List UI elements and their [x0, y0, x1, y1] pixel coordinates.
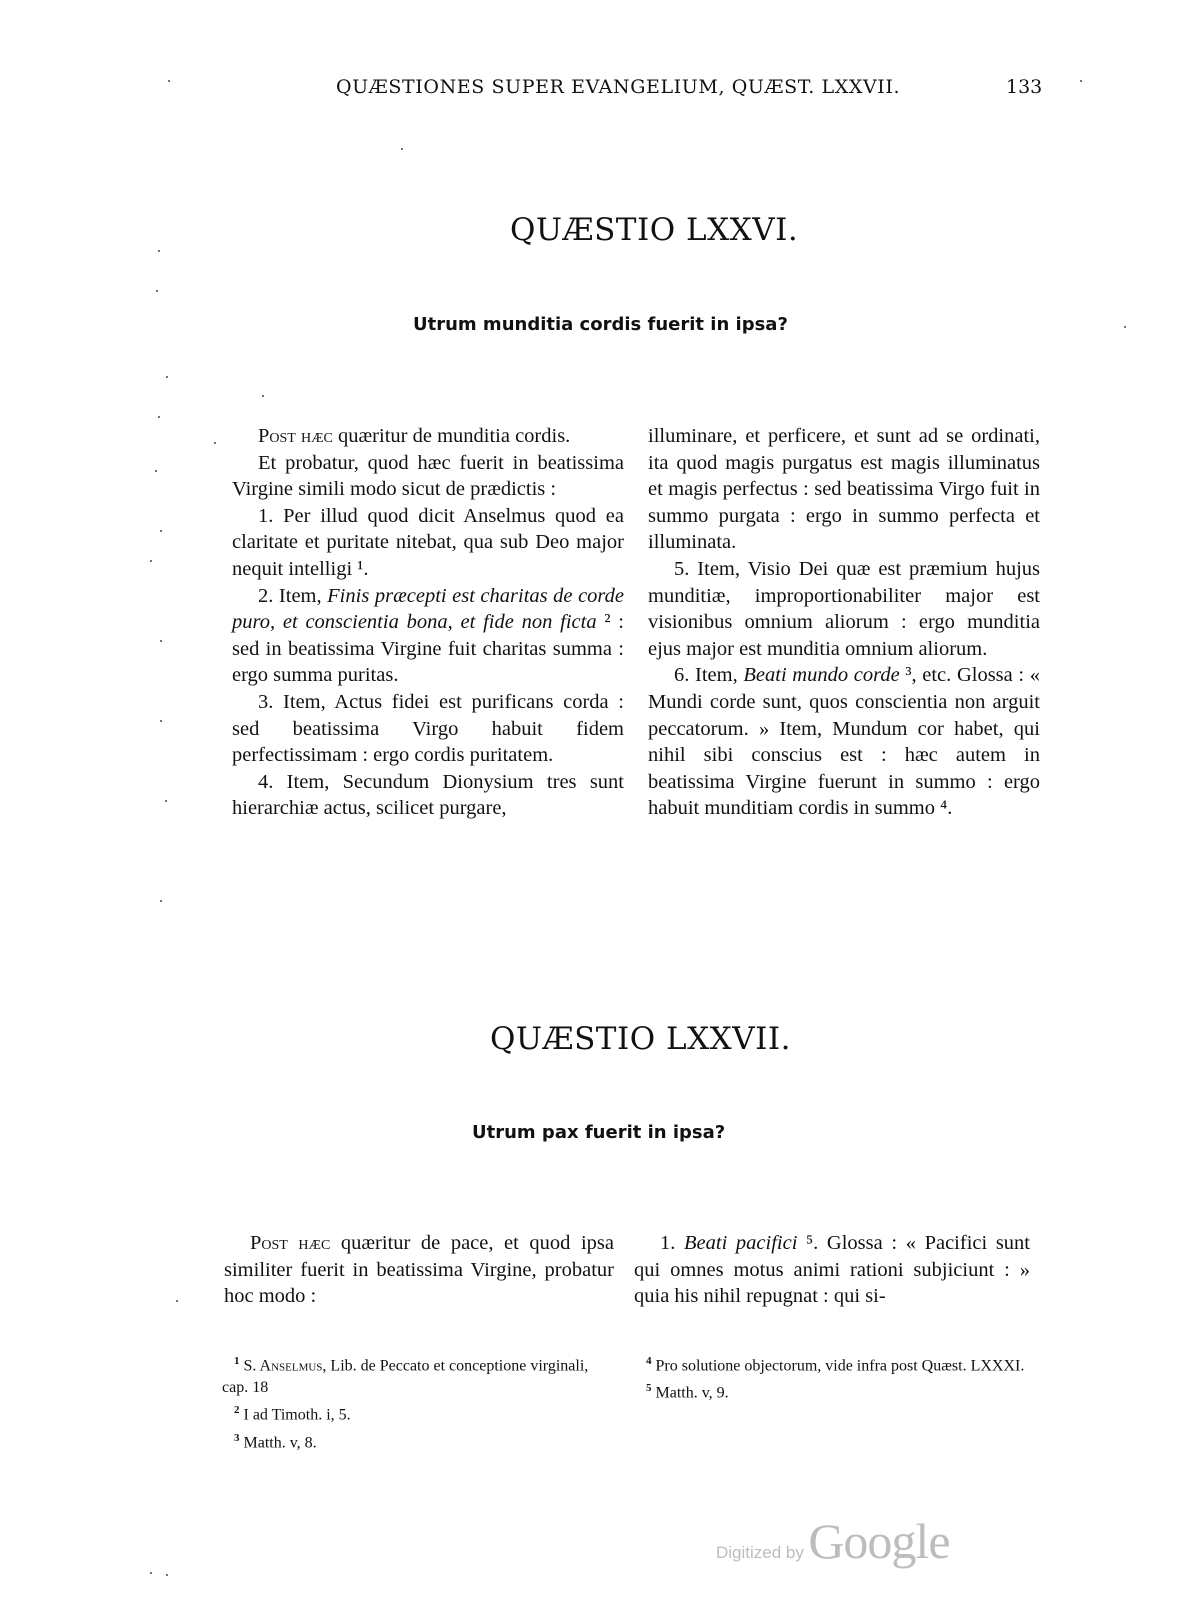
footnote-mark: 5	[646, 1382, 652, 1395]
footnote-text: Matth. v, 9.	[655, 1384, 729, 1402]
question-77-title: QUÆSTIO LXXVII.	[490, 1021, 791, 1057]
paragraph-text: 2. Item,	[258, 584, 328, 607]
paragraph-text: ³, etc. Glossa : « Mundi corde sunt, quos conscientia non arguit peccatorum. » Item, Mundum cor habet, qui nihil sibi conscius est : hæc autem in beatissima Virgine fuerunt in summo : ergo habuit munditiam cordis in summo ⁴.	[648, 664, 1040, 820]
footnote-mark: 4	[646, 1355, 652, 1367]
question-76-title: QUÆSTIO LXXVI.	[510, 212, 799, 248]
question-76-right-column	[648, 423, 1040, 822]
paragraph-text: ² : sed in beatissima Virgine fuit charitas summa : ergo summa puritas.	[232, 611, 625, 687]
question-76-subtitle: Utrum munditia cordis fuerit in ipsa?	[413, 314, 788, 335]
small-caps-opening: Post hæc	[250, 1232, 331, 1254]
footnote	[222, 1399, 614, 1426]
paragraph	[634, 1230, 1030, 1310]
footnote	[634, 1350, 1030, 1377]
paragraph	[232, 423, 624, 450]
paragraph: 1. Per illud quod dicit Anselmus quod ea claritate et puritate nitebat, qua sub Deo major nequit intelligi ¹.	[232, 504, 624, 580]
paragraph-text: 1.	[660, 1232, 685, 1254]
google-logo: Google	[808, 1513, 950, 1569]
paragraph-text: quæritur de munditia cordis.	[332, 425, 571, 447]
question-76-left-column	[232, 423, 624, 822]
footnote	[222, 1350, 614, 1399]
paragraph	[224, 1230, 614, 1310]
watermark-prefix: Digitized by	[716, 1543, 804, 1562]
question-77-right-column	[634, 1230, 1030, 1310]
footnote-text: Matth. v, 8.	[243, 1433, 317, 1451]
footnote-text: I ad Timoth. i, 5.	[243, 1406, 351, 1424]
paragraph-text: 6. Item,	[674, 664, 744, 687]
footnote-text: , Lib. de Peccato et conceptione virginali, cap. 18	[222, 1357, 589, 1397]
paragraph: 5. Item, Visio Dei quæ est præmium hujus munditiæ, improportionabiliter major est visionibus omnium aliorum : ergo munditia ejus major est munditia omnium aliorum.	[648, 557, 1040, 660]
question-77-subtitle: Utrum pax fuerit in ipsa?	[472, 1122, 726, 1143]
question-77-left-column	[224, 1230, 614, 1310]
paragraph: illuminare, et perficere, et sunt ad se ordinati, ita quod magis purgatus est magis illuminatus et magis perfectus : sed beatissima Virgo fuit in summo purgata : ergo in summo perfecta et illuminata.	[648, 425, 1040, 554]
footnote	[634, 1377, 1030, 1404]
paragraph-text: quæritur de pace, et quod ipsa similiter fuerit in beatissima Virgine, probatur hoc modo :	[224, 1232, 614, 1308]
footnote-mark: 1	[234, 1355, 240, 1367]
paragraph: 4. Item, Secundum Dionysium tres sunt hierarchiæ actus, scilicet purgare,	[232, 770, 624, 820]
small-caps-opening: Post hæc	[258, 425, 333, 447]
scripture-quote: Beati pacifici	[684, 1232, 798, 1254]
scripture-quote: Beati mundo corde	[743, 664, 900, 687]
paragraph-text: ⁵. Glossa : « Pacifici sunt qui omnes motus animi rationi subjiciunt : » quia his nihil repugnat : qui si-	[634, 1232, 1030, 1308]
running-title: QUÆSTIONES SUPER EVANGELIUM, QUÆST. LXXVII.	[336, 76, 901, 98]
paragraph	[232, 583, 624, 689]
author-name: S. Anselmus	[243, 1357, 323, 1375]
scripture-quote: Finis præcepti est charitas de corde puro, et conscientia bona, et fide non ficta	[232, 584, 624, 634]
footnote-mark: 3	[234, 1431, 240, 1444]
footnotes-left	[222, 1350, 614, 1454]
footnotes-right	[634, 1350, 1030, 1405]
digitized-watermark	[716, 1512, 950, 1570]
paragraph: 3. Item, Actus fidei est purificans corda : sed beatissima Virgo habuit fidem perfectissimam : ergo cordis puritatem.	[232, 690, 624, 767]
footnote-mark: 2	[234, 1404, 240, 1417]
page-number: 133	[1006, 76, 1043, 98]
paragraph	[648, 662, 1040, 822]
footnote-text: Pro solutione objectorum, vide infra post Quæst. LXXXI.	[655, 1357, 1025, 1375]
footnote	[222, 1427, 614, 1454]
paragraph: Et probatur, quod hæc fuerit in beatissima Virgine simili modo sicut de prædictis :	[232, 451, 624, 501]
